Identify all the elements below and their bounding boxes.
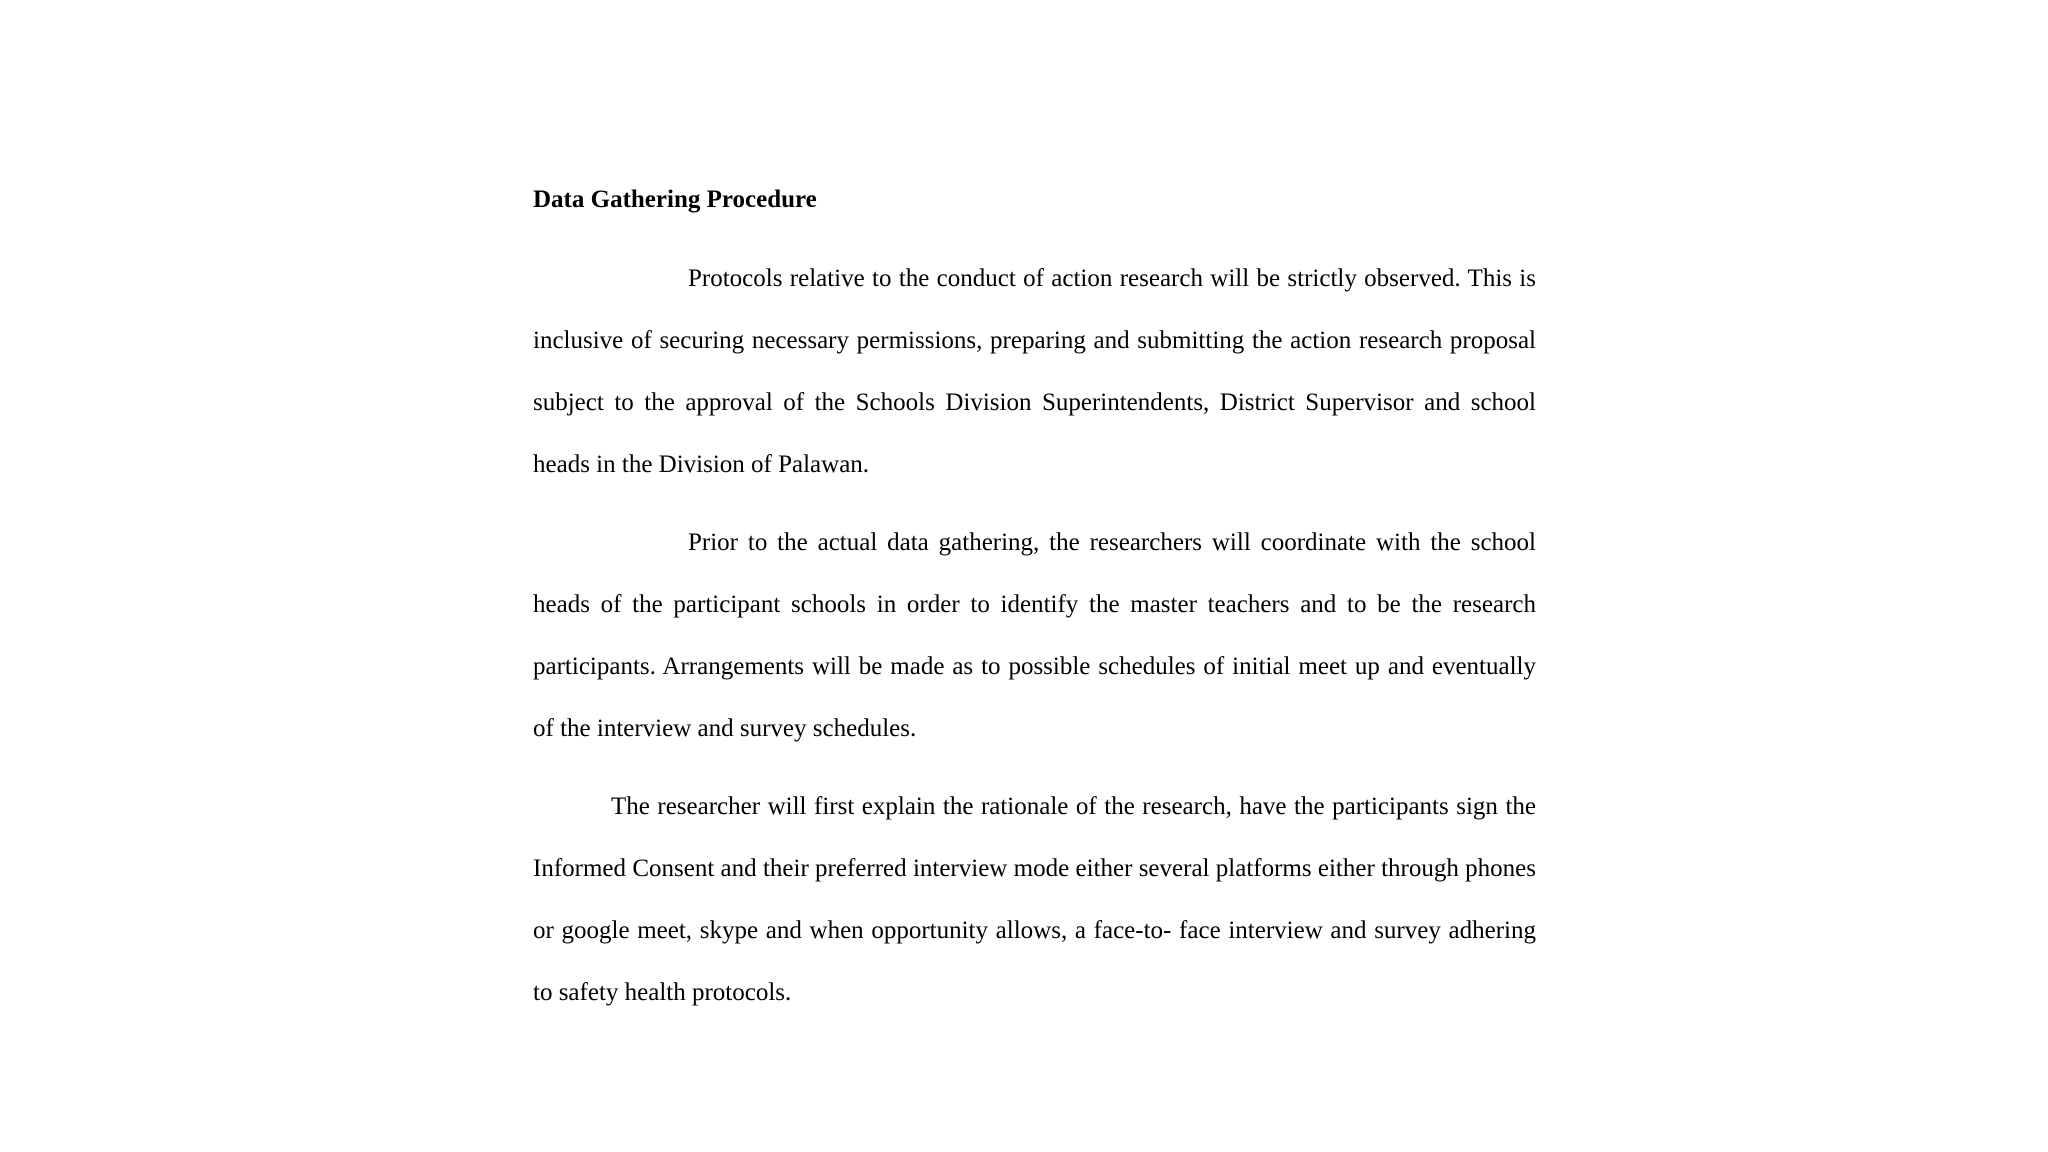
section-heading: Data Gathering Procedure [533, 186, 817, 213]
paragraph-procedure: The researcher will first explain the rationale of the research, have the participants sign the Informed Consent and their preferred interview mode either several platforms either through phones or google meet, skype and when opportunity allows, a face-to- face interview and survey adhering to safety health protocols. [533, 793, 1536, 1006]
paragraph-protocols: Protocols relative to the conduct of action research will be strictly observed. This is inclusive of securing necessary permissions, preparing and submitting the action research proposal subject to the approval of the Schools Division Superintendents, District Supervisor and school heads in the Division of Palawan. [533, 265, 1536, 478]
paragraph-coordination: Prior to the actual data gathering, the researchers will coordinate with the school heads of the participant schools in order to identify the master teachers and to be the research participants. Arrangements will be made as to possible schedules of initial meet up and eventually of the interview and survey schedules. [533, 529, 1536, 742]
document-body [533, 168, 1536, 1024]
